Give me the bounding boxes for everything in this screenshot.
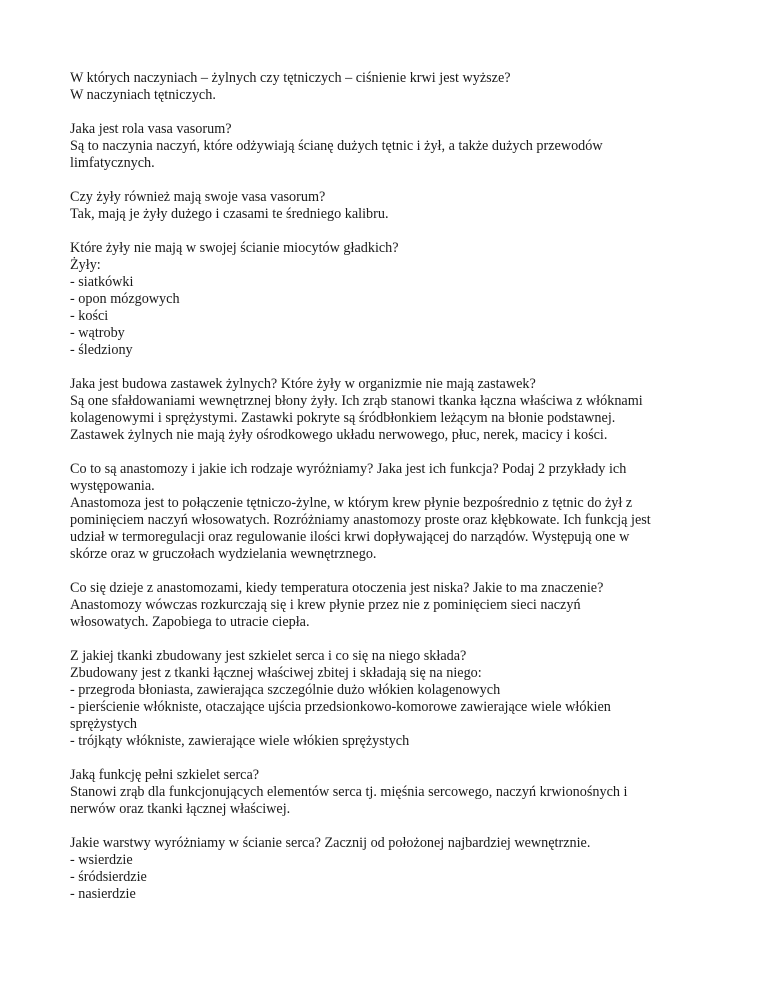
qa-block-vessel-pressure — [70, 70, 700, 104]
qa-block-veins-without-myocytes — [70, 240, 700, 359]
answer-text: limfatycznych. — [70, 155, 155, 171]
qa-block-heart-skeleton-function — [70, 767, 700, 818]
qa-block-venous-valves — [70, 376, 700, 444]
answer-text: udział w termoregulacji oraz regulowanie ilości krwi dopływającej do narządów. Występują one w — [70, 529, 630, 545]
qa-block-anastomoses — [70, 461, 700, 563]
question-text: W których naczyniach – żylnych czy tętniczych – ciśnienie krwi jest wyższe? — [70, 70, 511, 86]
answer-text: Są one sfałdowaniami wewnętrznej błony żyły. Ich zrąb stanowi tkanka łączna właściwa z włóknami — [70, 393, 643, 409]
list-item: - opon mózgowych — [70, 291, 180, 307]
question-text: Jaką funkcję pełni szkielet serca? — [70, 767, 260, 783]
question-text: Co się dzieje z anastomozami, kiedy temperatura otoczenia jest niska? Jakie to ma znaczenie? — [70, 580, 604, 596]
question-text: występowania. — [70, 478, 155, 494]
answer-text: włosowatych. Zapobiega to utracie ciepła. — [70, 614, 310, 630]
qa-block-vasa-vasorum-role — [70, 121, 700, 172]
list-item: - śledziony — [70, 342, 133, 358]
list-item: - siatkówki — [70, 274, 134, 290]
qa-block-heart-skeleton-tissue — [70, 648, 700, 750]
answer-text: kolagenowymi i sprężystymi. Zastawki pokryte są śródbłonkiem leżącym na błonie podstawnej. — [70, 410, 616, 426]
document-page — [70, 70, 700, 920]
question-text: Które żyły nie mają w swojej ścianie miocytów gładkich? — [70, 240, 399, 256]
question-text: Jakie warstwy wyróżniamy w ścianie serca? Zacznij od położonej najbardziej wewnętrznie. — [70, 835, 591, 851]
question-text: Czy żyły również mają swoje vasa vasorum? — [70, 189, 326, 205]
answer-text: Anastomozy wówczas rozkurczają się i krew płynie przez nie z pominięciem sieci naczyń — [70, 597, 581, 613]
qa-block-anastomoses-cold — [70, 580, 700, 631]
question-text: Jaka jest rola vasa vasorum? — [70, 121, 232, 137]
question-text: Z jakiej tkanki zbudowany jest szkielet serca i co się na niego składa? — [70, 648, 467, 664]
list-item: - przegroda błoniasta, zawierająca szczególnie dużo włókien kolagenowych — [70, 682, 501, 698]
answer-text: Zastawek żylnych nie mają żyły ośrodkowego układu nerwowego, płuc, nerek, macicy i kości. — [70, 427, 608, 443]
qa-block-heart-wall-layers — [70, 835, 700, 903]
question-text: Jaka jest budowa zastawek żylnych? Które żyły w organizmie nie mają zastawek? — [70, 376, 536, 392]
answer-text: W naczyniach tętniczych. — [70, 87, 216, 103]
answer-text: Stanowi zrąb dla funkcjonujących elementów serca tj. mięśnia sercowego, naczyń krwionośnych i — [70, 784, 628, 800]
list-item: - nasierdzie — [70, 886, 136, 902]
answer-text: Zbudowany jest z tkanki łącznej właściwej zbitej i składają się na niego: — [70, 665, 482, 681]
list-item: - śródsierdzie — [70, 869, 147, 885]
list-item: - wsierdzie — [70, 852, 133, 868]
answer-text: Tak, mają je żyły dużego i czasami te średniego kalibru. — [70, 206, 389, 222]
question-text: Co to są anastomozy i jakie ich rodzaje wyróżniamy? Jaka jest ich funkcja? Podaj 2 przykłady ich — [70, 461, 627, 477]
list-item: sprężystych — [70, 716, 137, 732]
list-item: - trójkąty włókniste, zawierające wiele włókien sprężystych — [70, 733, 410, 749]
answer-text: Anastomoza jest to połączenie tętniczo-żylne, w którym krew płynie bezpośrednio z tętnic do żył z — [70, 495, 633, 511]
list-item: - kości — [70, 308, 109, 324]
qa-block-vein-vasa-vasorum — [70, 189, 700, 223]
answer-text: Są to naczynia naczyń, które odżywiają ścianę dużych tętnic i żył, a także dużych przewodów — [70, 138, 603, 154]
list-item: - wątroby — [70, 325, 125, 341]
answer-text: Żyły: — [70, 257, 101, 273]
answer-text: nerwów oraz tkanki łącznej właściwej. — [70, 801, 291, 817]
list-item: - pierścienie włókniste, otaczające ujścia przedsionkowo-komorowe zawierające wiele włókien — [70, 699, 611, 715]
answer-text: pominięciem naczyń włosowatych. Rozróżniamy anastomozy proste oraz kłębkowate. Ich funkcją jest — [70, 512, 651, 528]
answer-text: skórze oraz w gruczołach wydzielania wewnętrznego. — [70, 546, 377, 562]
